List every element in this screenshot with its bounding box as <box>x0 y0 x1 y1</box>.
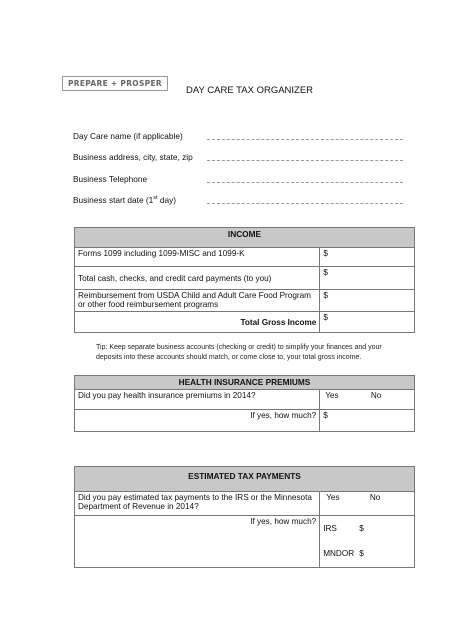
info-row-name <box>73 131 183 141</box>
no-option[interactable]: No <box>370 391 382 400</box>
estimated-how-much-label: If yes, how much? <box>75 516 320 568</box>
tip-text: Tip: Keep separate business accounts (checking or credit) to simplify your finances and your deposits into these accounts should match, or come close to, your total gross income. <box>96 344 382 361</box>
table-row <box>75 312 415 333</box>
table-row <box>75 290 415 312</box>
info-row-address <box>73 152 193 162</box>
table-row <box>75 390 415 410</box>
mndor-amount[interactable]: MNDOR $ <box>323 549 364 558</box>
day-care-name-field[interactable] <box>207 139 403 140</box>
table-row <box>75 410 415 432</box>
health-amount[interactable]: $ <box>320 410 415 432</box>
business-telephone-label: Business Telephone <box>73 174 148 184</box>
table-row <box>75 248 415 267</box>
total-gross-income-label: Total Gross Income <box>75 312 320 333</box>
reimbursement-label: Reimbursement from USDA Child and Adult Care Food Program or other food reimbursement programs <box>75 290 320 312</box>
logo: PREPARE + PROSPER <box>62 76 168 91</box>
cash-checks-label: Total cash, checks, and credit card payments (to you) <box>75 267 320 290</box>
no-option[interactable]: No <box>369 493 381 502</box>
table-row <box>75 267 415 290</box>
business-address-field[interactable] <box>207 160 403 161</box>
estimated-tax-answer <box>320 492 415 516</box>
day-care-name-label: Day Care name (if applicable) <box>73 131 183 141</box>
estimated-tax-table <box>74 466 415 568</box>
reimbursement-amount[interactable]: $ <box>320 290 415 312</box>
start-date-label: Business start date (1st day) <box>73 195 176 205</box>
health-insurance-header: HEALTH INSURANCE PREMIUMS <box>75 376 415 390</box>
estimated-amounts <box>320 516 415 568</box>
yes-option[interactable]: Yes <box>325 391 339 400</box>
irs-amount[interactable]: IRS $ <box>323 524 364 533</box>
income-header: INCOME <box>75 228 415 248</box>
cash-checks-amount[interactable]: $ <box>320 267 415 290</box>
health-how-much-label: If yes, how much? <box>75 410 320 432</box>
info-row-start-date <box>73 195 176 205</box>
income-table <box>74 227 415 333</box>
estimated-tax-question: Did you pay estimated tax payments to the IRS or the Minnesota Department of Revenue in 2014? <box>75 492 320 516</box>
health-insurance-table <box>74 375 415 432</box>
forms-1099-amount[interactable]: $ <box>320 248 415 267</box>
health-insurance-answer <box>320 390 415 410</box>
estimated-tax-header: ESTIMATED TAX PAYMENTS <box>75 467 415 492</box>
forms-1099-label: Forms 1099 including 1099-MISC and 1099-K <box>75 248 320 267</box>
start-date-field[interactable] <box>207 203 403 204</box>
yes-option[interactable]: Yes <box>326 493 340 502</box>
business-telephone-field[interactable] <box>207 182 403 183</box>
table-row <box>75 516 415 568</box>
business-address-label: Business address, city, state, zip <box>73 152 193 162</box>
info-row-phone <box>73 174 147 184</box>
page-title: DAY CARE TAX ORGANIZER <box>186 85 314 96</box>
total-gross-income-amount[interactable]: $ <box>320 312 415 333</box>
health-insurance-question: Did you pay health insurance premiums in 2014? <box>75 390 320 410</box>
table-row <box>75 492 415 516</box>
